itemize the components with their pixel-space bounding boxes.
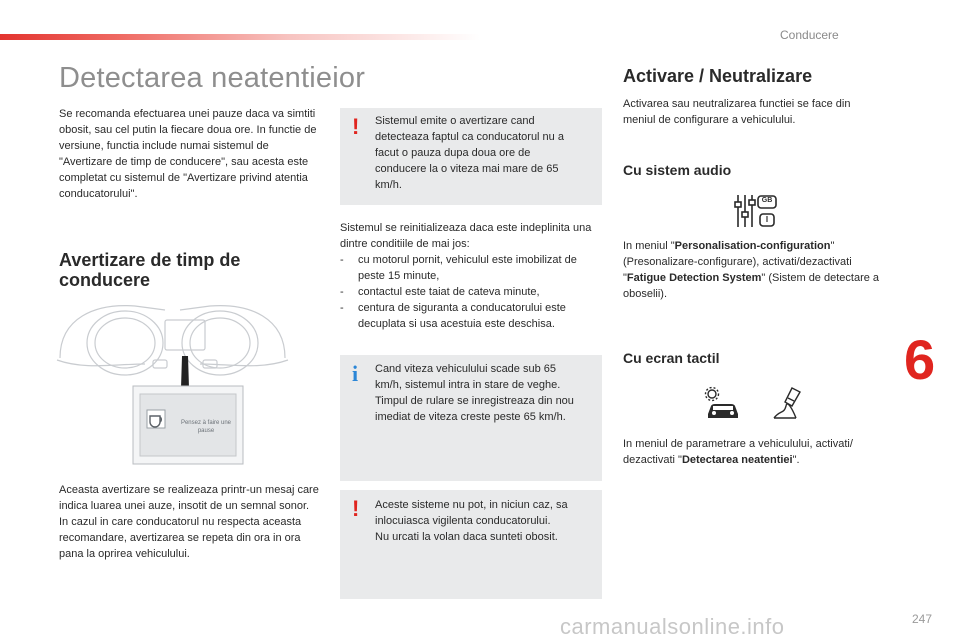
warning-box-2 bbox=[340, 490, 602, 599]
audio-text-mid: " (Presonalizare-configurare), activati/dezactivati " bbox=[623, 240, 852, 284]
instrument-cluster-illustration bbox=[55, 298, 290, 468]
audio-option-name: Fatigue Detection System bbox=[626, 272, 762, 284]
warning-box-1-text: Sistemul emite o avertizare cand detecteaza faptul ca conducatorul nu a facut o pauza dupa doua ore de conducere la o viteza mai mare de 65 km/h. bbox=[375, 115, 564, 191]
coffee-cup-icon bbox=[770, 384, 806, 422]
header-accent-bar bbox=[0, 34, 480, 40]
reset-intro: Sistemul se reinitializeaza daca este indeplinita una dintre conditiile de mai jos: bbox=[340, 222, 592, 250]
warning-box-1 bbox=[340, 108, 602, 205]
reset-item: - centura de siguranta a conducatorului este decuplata si usa acestuia este deschisa. bbox=[340, 300, 602, 332]
warning-icon: ! bbox=[352, 114, 360, 139]
touch-heading: Cu ecran tactil bbox=[623, 350, 720, 366]
chapter-number: 6 bbox=[904, 328, 936, 391]
badge-i: I bbox=[765, 215, 769, 224]
driver-attention-icon bbox=[770, 384, 806, 422]
audio-heading: Cu sistem audio bbox=[623, 162, 732, 178]
audio-settings-icon bbox=[730, 192, 780, 230]
driving-time-heading: Avertizare de timp de conducere bbox=[59, 250, 241, 290]
car-gear-icon bbox=[702, 386, 744, 422]
page-number: 247 bbox=[912, 612, 933, 626]
warning-icon: ! bbox=[352, 496, 360, 521]
reset-item: - cu motorul pornit, vehiculul este imobilizat de peste 15 minute, bbox=[340, 252, 602, 284]
info-box bbox=[340, 355, 602, 481]
reset-list bbox=[340, 252, 602, 332]
reset-item: - contactul este taiat de cateva minute, bbox=[340, 284, 602, 300]
display-message: Pensez à faire une pause bbox=[180, 420, 232, 434]
page-title: Detectarea neatentieior bbox=[59, 62, 366, 94]
reset-conditions bbox=[340, 220, 602, 332]
touch-text-pre: In meniul de parametrare a vehiculului, activati/ dezactivati " bbox=[623, 438, 853, 466]
cluster-drawing bbox=[55, 298, 290, 468]
touch-instructions bbox=[623, 436, 885, 468]
audio-text-pre: In meniul " bbox=[623, 240, 675, 252]
intro-paragraph: Se recomanda efectuarea unei pauze daca va simtiti obosit, sau cel putin la fiecare doua ore. In functie de versiune, functia include numai sistemul de "Avertizare de timp de conducere", sau acesta este completat cu sistemul de "Avertizare privind atentia conducatorului". bbox=[59, 108, 317, 200]
vehicle-settings-icon bbox=[702, 386, 744, 422]
chapter-tab bbox=[904, 330, 948, 390]
touch-text-post: ". bbox=[792, 454, 800, 466]
warning-box-2-text: Aceste sisteme nu pot, in niciun caz, sa inlocuiasca vigilenta conducatorului. Nu urcati la volan daca sunteti obosit. bbox=[375, 499, 568, 543]
section-label: Conducere bbox=[780, 28, 839, 42]
watermark: carmanualsonline.info bbox=[560, 614, 785, 639]
touch-option-name: Detectarea neatentiei bbox=[681, 454, 793, 466]
audio-text-post: " (Sistem de detectare a oboselii). bbox=[623, 272, 880, 300]
activation-heading: Activare / Neutralizare bbox=[623, 66, 813, 86]
activation-intro: Activarea sau neutralizarea functiei se face din meniul de configurare a vehiculului. bbox=[623, 98, 851, 126]
audio-instructions bbox=[623, 238, 885, 302]
info-icon: i bbox=[352, 361, 359, 386]
badge-gb: GB bbox=[761, 197, 773, 204]
audio-menu-name: Personalisation-configuration bbox=[674, 240, 831, 252]
info-box-text: Cand viteza vehiculului scade sub 65 km/h, sistemul intra in stare de veghe. Timpul de rulare se inregistreaza din nou imediat de viteza creste peste 65 km/h. bbox=[375, 363, 574, 423]
driving-time-paragraph: Aceasta avertizare se realizeaza printr-un mesaj care indica luarea unei auze, insotit de un semnal sonor. In cazul in care conducatorul nu respecta aceasta recomandare, avertizarea se repeta din ora in ora pana la oprirea vehiculului. bbox=[59, 484, 319, 560]
